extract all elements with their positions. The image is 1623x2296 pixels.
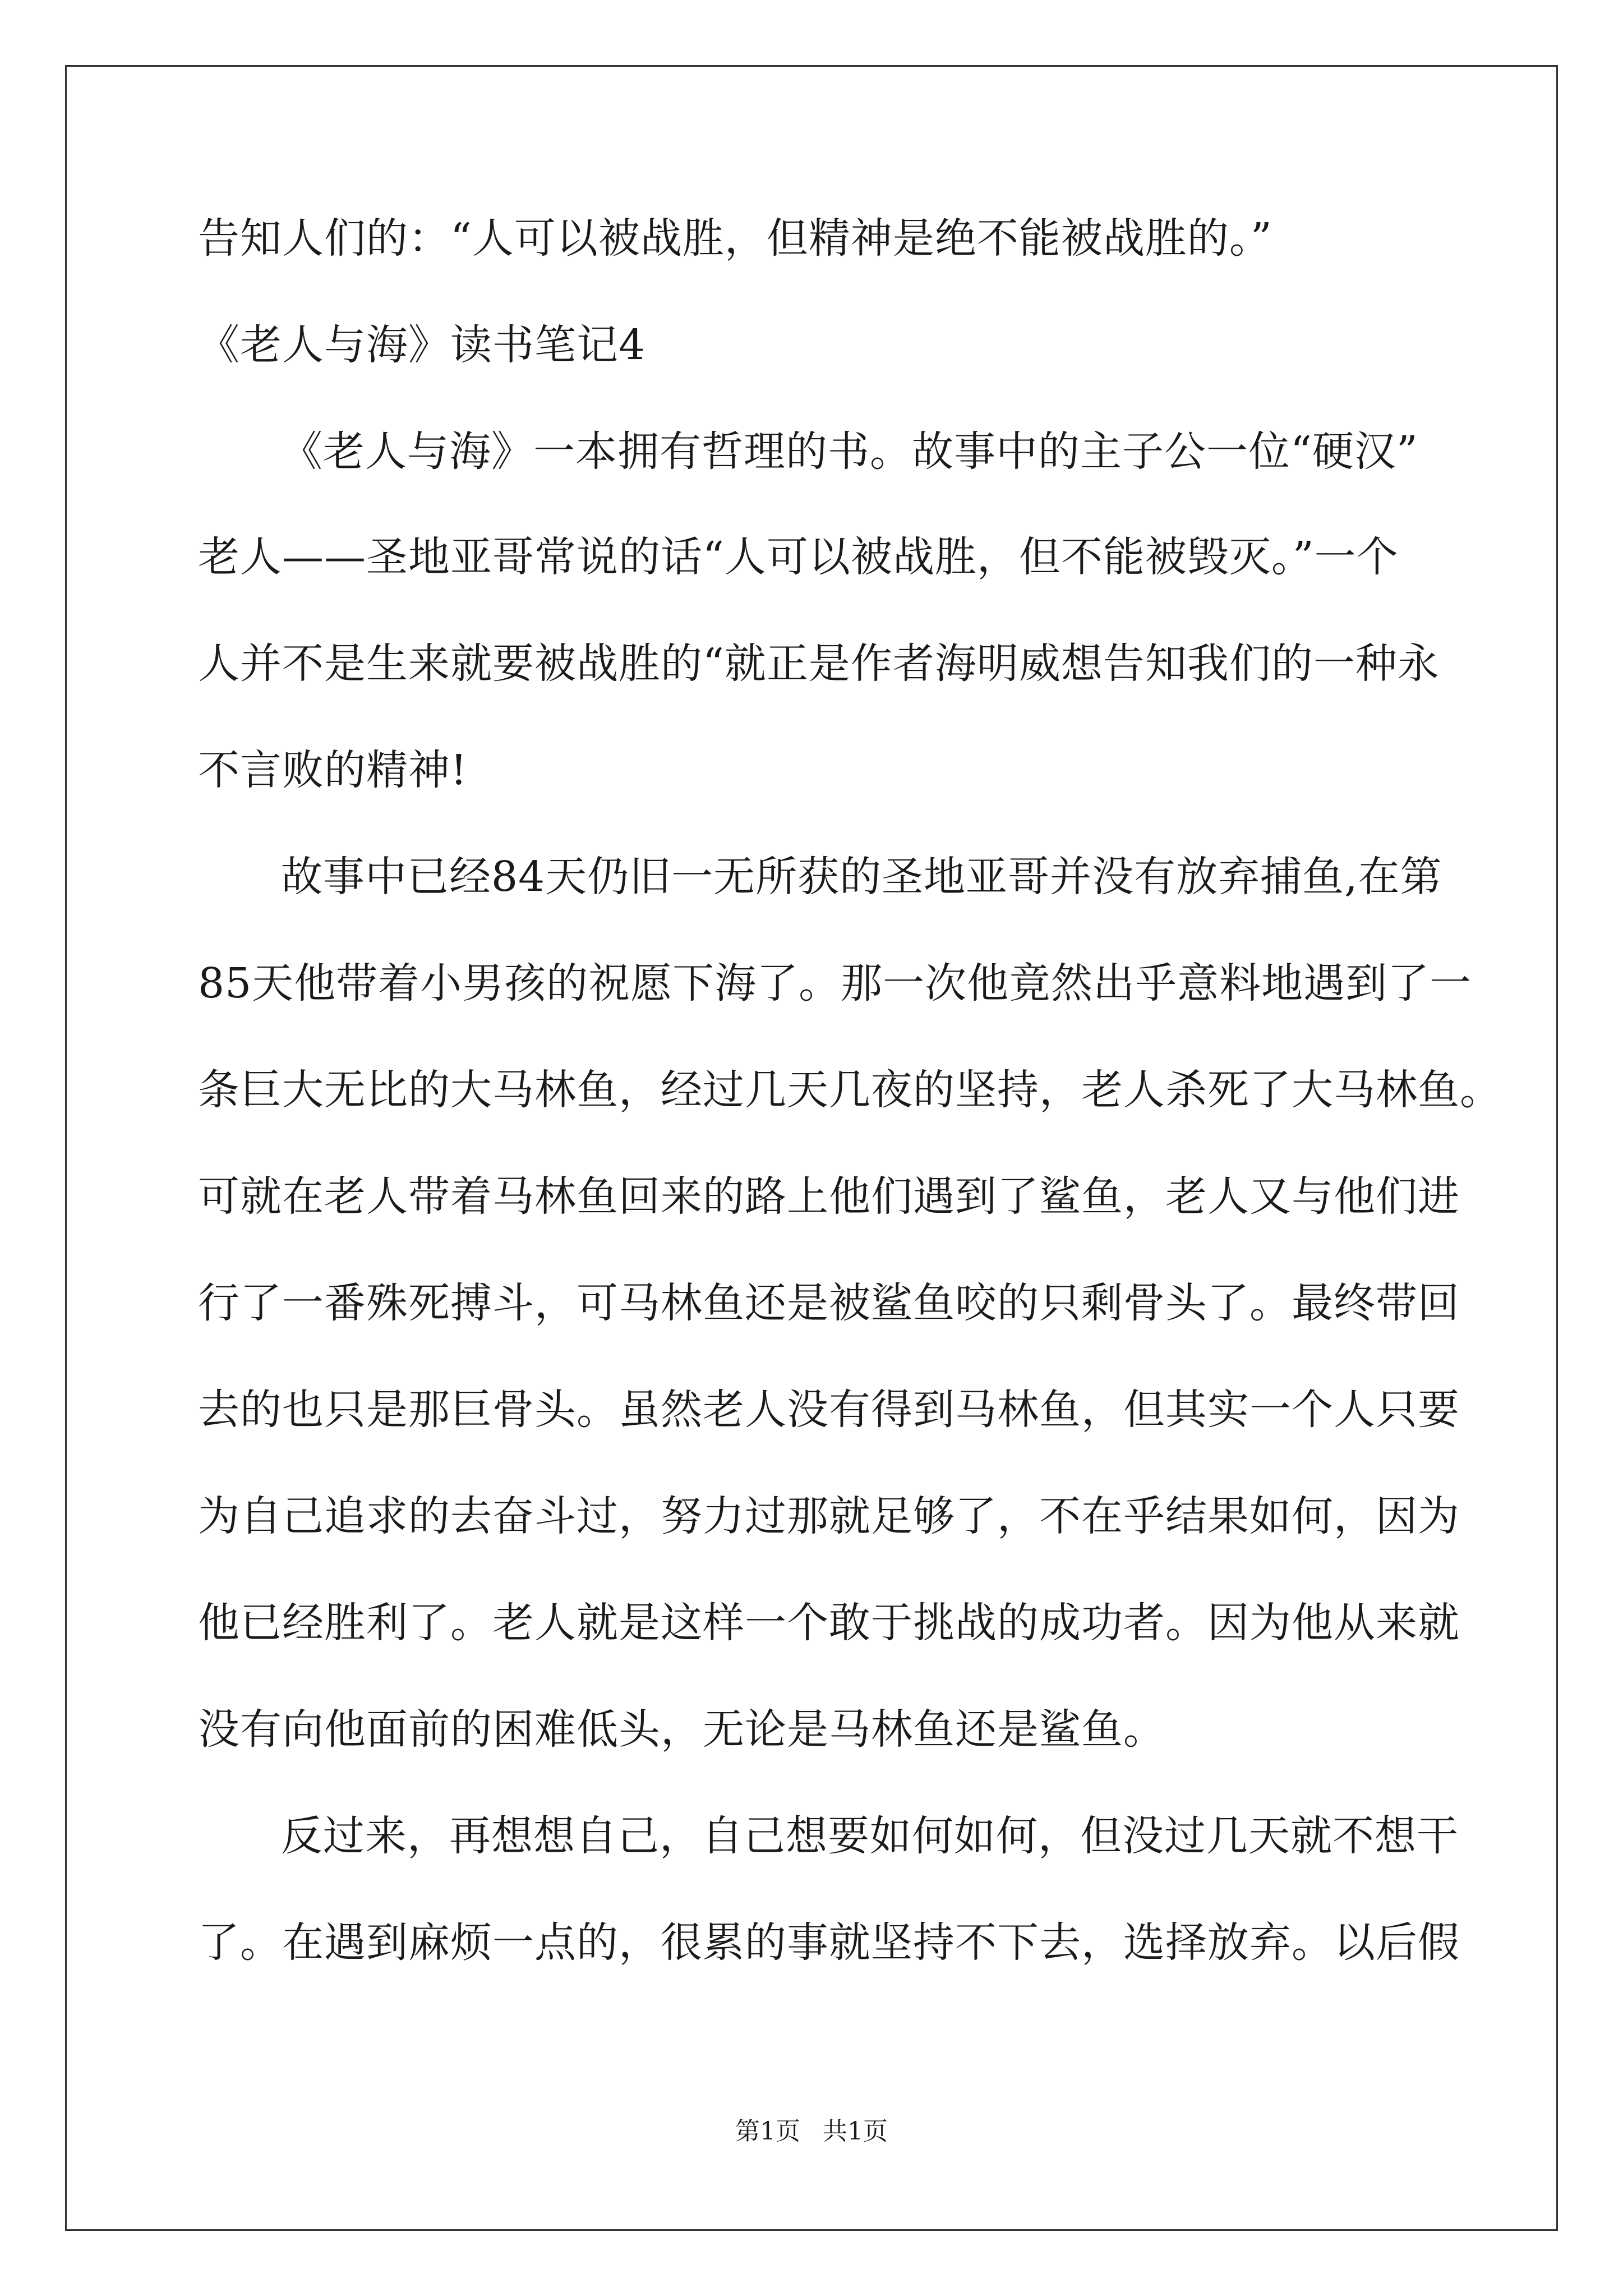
page-total: 共1页	[823, 2117, 888, 2146]
text-line: 去的也只是那巨骨头。虽然老人没有得到马林鱼，但其实一个人只要	[198, 1386, 1460, 1434]
text-line: 可就在老人带着马林鱼回来的路上他们遇到了鲨鱼，老人又与他们进	[198, 1172, 1460, 1221]
text-line: 他已经胜利了。老人就是这样一个敢于挑战的成功者。因为他从来就	[198, 1599, 1460, 1647]
text-line: 告知人们的：“人可以被战胜，但精神是绝不能被战胜的。”	[198, 214, 1272, 263]
text-line: 老人——圣地亚哥常说的话“人可以被战胜，但不能被毁灭。”一个	[198, 533, 1399, 581]
page-border	[65, 65, 1558, 2231]
page-number: 第1页	[735, 2117, 800, 2146]
text-line: 反过来，再想想自己，自己想要如何如何，但没过几天就不想干	[281, 1812, 1459, 1860]
text-line: 为自己追求的去奋斗过，努力过那就足够了，不在乎结果如何，因为	[198, 1492, 1460, 1540]
text-line: 没有向他面前的困难低头，无论是马林鱼还是鲨鱼。	[198, 1705, 1165, 1754]
text-line: 故事中已经84天仍旧一无所获的圣地亚哥并没有放弃捕鱼,在第	[281, 853, 1442, 901]
text-line: 了。在遇到麻烦一点的，很累的事就坚持不下去，选择放弃。以后假	[198, 1918, 1460, 1967]
section-heading: 《老人与海》读书笔记4	[198, 321, 646, 369]
text-line: 行了一番殊死搏斗，可马林鱼还是被鲨鱼咬的只剩骨头了。最终带回	[198, 1279, 1460, 1327]
text-line: 《老人与海》一本拥有哲理的书。故事中的主子公一位“硬汉”	[281, 427, 1418, 476]
text-line: 不言败的精神!	[198, 746, 468, 794]
text-line: 人并不是生来就要被战胜的“就正是作者海明威想告知我们的一种永	[198, 639, 1440, 688]
page-footer	[0, 2115, 1623, 2148]
text-line: 条巨大无比的大马林鱼，经过几天几夜的坚持，老人杀死了大马林鱼。	[198, 1066, 1502, 1114]
text-line: 85天他带着小男孩的祝愿下海了。那一次他竟然出乎意料地遇到了一	[198, 959, 1472, 1007]
